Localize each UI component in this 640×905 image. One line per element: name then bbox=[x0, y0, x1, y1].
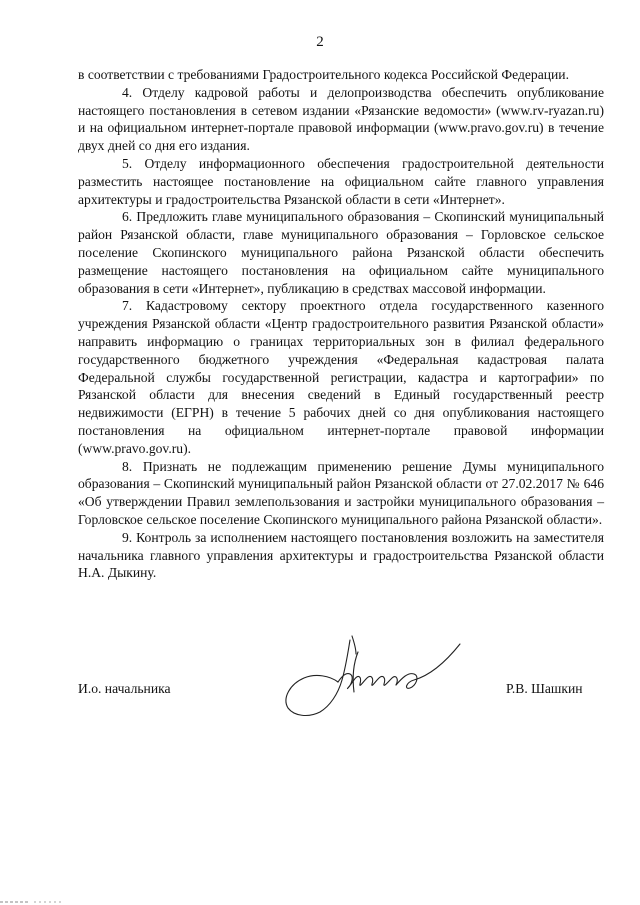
paragraph-continuation: в соответствии с требованиями Градостроительного кодекса Российской Федерации. bbox=[78, 67, 569, 82]
paragraph-8-repeal: 8. Признать не подлежащим применению решение Думы муниципального образования – Скопинский муниципальный район Рязанской области от 27.02.2017 № 646 «Об утверждении Правил землепользования и застройки муниципального образования – Горловское сельское поселение Скопинского муниципального района Рязанской области». bbox=[78, 458, 604, 527]
paragraph-9-control: 9. Контроль за исполнением настоящего постановления возложить на заместителя начальника главного управления архитектуры и градостроительства Рязанской области Н.А. Дыкину. bbox=[78, 529, 604, 581]
paragraph-5-website: 5. Отделу информационного обеспечения градостроительной деятельности разместить настоящее постановление на официальном сайте главного управления архитектуры и градостроительства Рязанской области в сети «Интернет». bbox=[78, 155, 604, 207]
document-body bbox=[78, 66, 604, 582]
handwritten-signature bbox=[268, 632, 468, 722]
scan-edge-mark bbox=[0, 899, 120, 905]
paragraph-7-cadastral: 7. Кадастровому сектору проектного отдела государственного казенного учреждения Рязанской области «Центр градостроительного развития Рязанской области» направить информацию о границах территориальных зон в филиал федерального государственного бюджетного учреждения «Федеральная кадастровая палата Федеральной службы государственной регистрации, кадастра и картографии» по Рязанской области для внесения сведений в Единый государственный реестр недвижимости (ЕГРН) в течение 5 рабочих дней со дня опубликования настоящего постановления на официальном интернет-портале правовой информации (www.pravo.gov.ru). bbox=[78, 298, 604, 456]
page-number: 2 bbox=[316, 34, 324, 50]
paragraph-4-publication: 4. Отделу кадровой работы и делопроизводства обеспечить опубликование настоящего постановления в сетевом издании «Рязанские ведомости» (www.rv-ryazan.ru) и на официальном интернет-портале правовой информации (www.pravo.gov.ru) в течение двух дней со дня его издания. bbox=[78, 84, 604, 154]
signatory-position: И.о. начальника bbox=[78, 681, 171, 696]
signatory-name: Р.В. Шашкин bbox=[506, 681, 583, 696]
paragraph-6-municipal: 6. Предложить главе муниципального образования – Скопинский муниципальный район Рязанской области, главе муниципального образования – Горловское сельское поселение Скопинского муниципального района Рязанской области обеспечить размещение настоящего постановления на официальном сайте муниципального образования в сети «Интернет», публикацию в средствах массовой информации. bbox=[78, 209, 604, 296]
